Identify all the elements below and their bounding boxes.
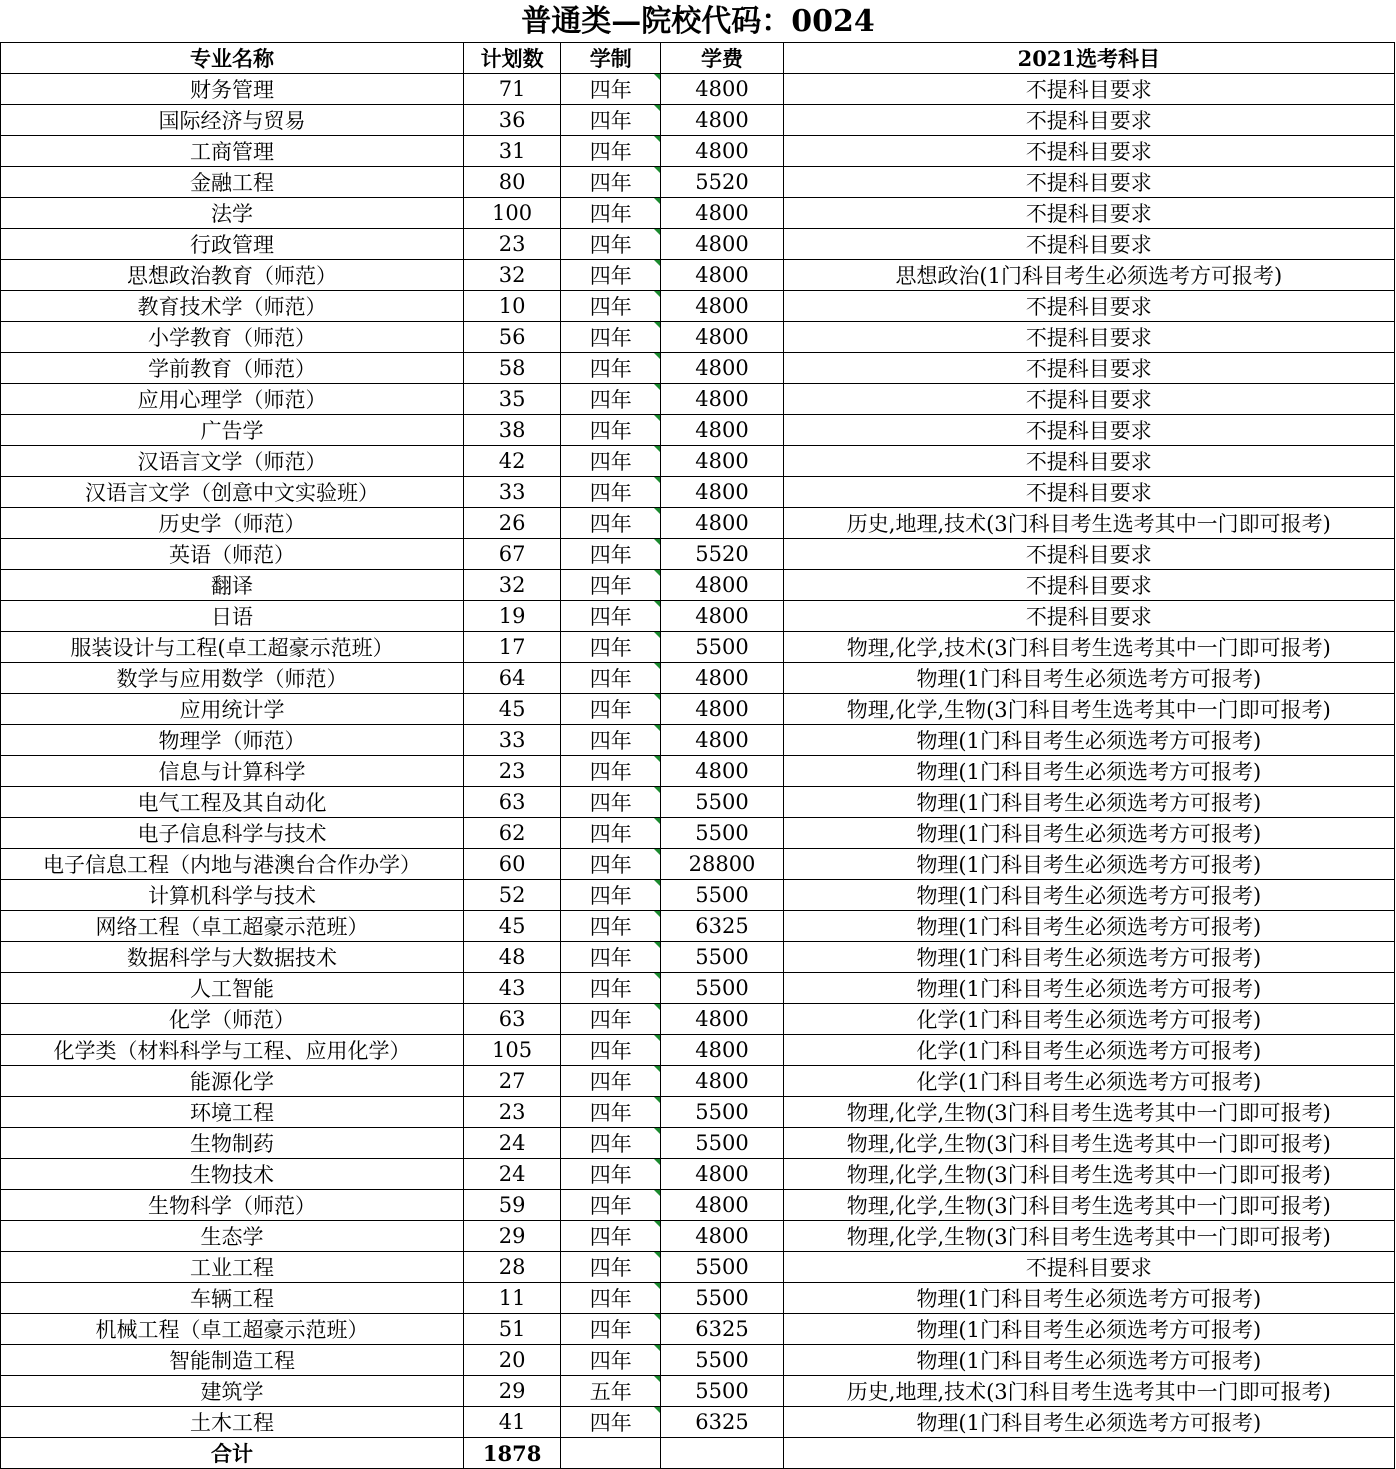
table-row xyxy=(1,1066,1395,1097)
cell-duration: 四年 xyxy=(561,1190,661,1221)
cell-tuition: 4800 xyxy=(661,260,783,291)
cell-plan-count: 42 xyxy=(463,446,560,477)
cell-plan-count: 48 xyxy=(463,942,560,973)
cell-duration: 四年 xyxy=(561,539,661,570)
cell-subject-requirement: 物理(1门科目考生必须选考方可报考) xyxy=(783,725,1394,756)
cell-plan-count: 23 xyxy=(463,1097,560,1128)
cell-major-name: 环境工程 xyxy=(1,1097,464,1128)
cell-tuition: 4800 xyxy=(661,1221,783,1252)
cell-major-name: 生物技术 xyxy=(1,1159,464,1190)
cell-major-name: 数据科学与大数据技术 xyxy=(1,942,464,973)
cell-plan-count: 27 xyxy=(463,1066,560,1097)
cell-subject-requirement: 不提科目要求 xyxy=(783,384,1394,415)
table-row xyxy=(1,198,1395,229)
cell-major-name: 人工智能 xyxy=(1,973,464,1004)
cell-plan-count: 23 xyxy=(463,229,560,260)
table-row xyxy=(1,756,1395,787)
table-row xyxy=(1,1190,1395,1221)
cell-subject-requirement: 不提科目要求 xyxy=(783,229,1394,260)
cell-major-name: 历史学（师范） xyxy=(1,508,464,539)
cell-major-name: 工业工程 xyxy=(1,1252,464,1283)
cell-tuition: 5500 xyxy=(661,818,783,849)
table-body xyxy=(1,74,1395,1438)
cell-plan-count: 36 xyxy=(463,105,560,136)
cell-tuition: 4800 xyxy=(661,756,783,787)
table-row xyxy=(1,1252,1395,1283)
cell-subject-requirement: 化学(1门科目考生必须选考方可报考) xyxy=(783,1066,1394,1097)
cell-duration: 四年 xyxy=(561,1097,661,1128)
cell-major-name: 土木工程 xyxy=(1,1407,464,1438)
cell-duration: 四年 xyxy=(561,167,661,198)
cell-plan-count: 29 xyxy=(463,1376,560,1407)
cell-plan-count: 56 xyxy=(463,322,560,353)
cell-duration: 四年 xyxy=(561,1128,661,1159)
cell-subject-requirement: 不提科目要求 xyxy=(783,353,1394,384)
cell-tuition: 5500 xyxy=(661,973,783,1004)
cell-plan-count: 60 xyxy=(463,849,560,880)
total-empty-cell xyxy=(783,1438,1394,1469)
cell-plan-count: 10 xyxy=(463,291,560,322)
table-row xyxy=(1,291,1395,322)
cell-duration: 四年 xyxy=(561,787,661,818)
cell-duration: 四年 xyxy=(561,508,661,539)
header-tuition: 学费 xyxy=(661,43,783,74)
cell-duration: 四年 xyxy=(561,446,661,477)
table-row xyxy=(1,1314,1395,1345)
cell-subject-requirement: 物理(1门科目考生必须选考方可报考) xyxy=(783,942,1394,973)
table-row xyxy=(1,508,1395,539)
cell-subject-requirement: 物理,化学,生物(3门科目考生选考其中一门即可报考) xyxy=(783,694,1394,725)
total-label: 合计 xyxy=(1,1438,464,1469)
cell-tuition: 4800 xyxy=(661,446,783,477)
cell-duration: 四年 xyxy=(561,1252,661,1283)
table-row xyxy=(1,942,1395,973)
cell-duration: 四年 xyxy=(561,601,661,632)
cell-plan-count: 19 xyxy=(463,601,560,632)
cell-subject-requirement: 不提科目要求 xyxy=(783,477,1394,508)
cell-duration: 四年 xyxy=(561,198,661,229)
cell-subject-requirement: 物理(1门科目考生必须选考方可报考) xyxy=(783,787,1394,818)
cell-subject-requirement: 物理(1门科目考生必须选考方可报考) xyxy=(783,973,1394,1004)
cell-duration: 四年 xyxy=(561,291,661,322)
table-row xyxy=(1,229,1395,260)
cell-tuition: 4800 xyxy=(661,1159,783,1190)
cell-tuition: 4800 xyxy=(661,601,783,632)
cell-plan-count: 41 xyxy=(463,1407,560,1438)
cell-tuition: 4800 xyxy=(661,415,783,446)
cell-major-name: 法学 xyxy=(1,198,464,229)
cell-tuition: 4800 xyxy=(661,105,783,136)
cell-subject-requirement: 历史,地理,技术(3门科目考生选考其中一门即可报考) xyxy=(783,1376,1394,1407)
cell-major-name: 行政管理 xyxy=(1,229,464,260)
cell-duration: 四年 xyxy=(561,74,661,105)
cell-subject-requirement: 不提科目要求 xyxy=(783,446,1394,477)
table-row xyxy=(1,911,1395,942)
cell-tuition: 5520 xyxy=(661,167,783,198)
cell-duration: 四年 xyxy=(561,1004,661,1035)
table-row xyxy=(1,260,1395,291)
cell-major-name: 翻译 xyxy=(1,570,464,601)
cell-tuition: 5500 xyxy=(661,942,783,973)
cell-tuition: 5500 xyxy=(661,1252,783,1283)
table-row xyxy=(1,725,1395,756)
table-row xyxy=(1,787,1395,818)
table-row xyxy=(1,322,1395,353)
total-empty-cell xyxy=(561,1438,661,1469)
cell-subject-requirement: 物理,化学,技术(3门科目考生选考其中一门即可报考) xyxy=(783,632,1394,663)
cell-subject-requirement: 不提科目要求 xyxy=(783,322,1394,353)
cell-tuition: 5500 xyxy=(661,1097,783,1128)
table-row xyxy=(1,570,1395,601)
cell-plan-count: 52 xyxy=(463,880,560,911)
cell-duration: 四年 xyxy=(561,384,661,415)
cell-duration: 四年 xyxy=(561,694,661,725)
cell-major-name: 日语 xyxy=(1,601,464,632)
cell-subject-requirement: 物理(1门科目考生必须选考方可报考) xyxy=(783,849,1394,880)
cell-major-name: 思想政治教育（师范） xyxy=(1,260,464,291)
cell-plan-count: 32 xyxy=(463,260,560,291)
total-empty-cell xyxy=(661,1438,783,1469)
cell-tuition: 5500 xyxy=(661,1283,783,1314)
cell-subject-requirement: 物理,化学,生物(3门科目考生选考其中一门即可报考) xyxy=(783,1097,1394,1128)
cell-plan-count: 32 xyxy=(463,570,560,601)
cell-major-name: 化学（师范） xyxy=(1,1004,464,1035)
cell-plan-count: 45 xyxy=(463,911,560,942)
table-row xyxy=(1,1004,1395,1035)
cell-major-name: 汉语言文学（创意中文实验班） xyxy=(1,477,464,508)
cell-duration: 四年 xyxy=(561,1221,661,1252)
cell-subject-requirement: 不提科目要求 xyxy=(783,539,1394,570)
cell-duration: 四年 xyxy=(561,136,661,167)
cell-duration: 四年 xyxy=(561,260,661,291)
cell-subject-requirement: 历史,地理,技术(3门科目考生选考其中一门即可报考) xyxy=(783,508,1394,539)
cell-duration: 四年 xyxy=(561,1407,661,1438)
cell-plan-count: 26 xyxy=(463,508,560,539)
cell-major-name: 应用统计学 xyxy=(1,694,464,725)
cell-tuition: 4800 xyxy=(661,353,783,384)
cell-subject-requirement: 物理(1门科目考生必须选考方可报考) xyxy=(783,1407,1394,1438)
cell-duration: 四年 xyxy=(561,911,661,942)
cell-subject-requirement: 不提科目要求 xyxy=(783,415,1394,446)
cell-duration: 五年 xyxy=(561,1376,661,1407)
cell-tuition: 4800 xyxy=(661,477,783,508)
table-row xyxy=(1,880,1395,911)
cell-major-name: 生物科学（师范） xyxy=(1,1190,464,1221)
cell-duration: 四年 xyxy=(561,415,661,446)
cell-tuition: 5500 xyxy=(661,1128,783,1159)
cell-major-name: 智能制造工程 xyxy=(1,1345,464,1376)
cell-tuition: 6325 xyxy=(661,1314,783,1345)
table-row xyxy=(1,353,1395,384)
table-row xyxy=(1,1159,1395,1190)
cell-plan-count: 51 xyxy=(463,1314,560,1345)
cell-major-name: 国际经济与贸易 xyxy=(1,105,464,136)
total-row xyxy=(1,1438,1395,1469)
cell-tuition: 4800 xyxy=(661,198,783,229)
cell-duration: 四年 xyxy=(561,880,661,911)
cell-plan-count: 31 xyxy=(463,136,560,167)
cell-major-name: 能源化学 xyxy=(1,1066,464,1097)
cell-major-name: 金融工程 xyxy=(1,167,464,198)
cell-major-name: 应用心理学（师范） xyxy=(1,384,464,415)
cell-duration: 四年 xyxy=(561,1159,661,1190)
cell-major-name: 财务管理 xyxy=(1,74,464,105)
cell-plan-count: 100 xyxy=(463,198,560,229)
header-plan-count: 计划数 xyxy=(463,43,560,74)
cell-major-name: 化学类（材料科学与工程、应用化学） xyxy=(1,1035,464,1066)
table-row xyxy=(1,1221,1395,1252)
cell-tuition: 4800 xyxy=(661,663,783,694)
table-row xyxy=(1,74,1395,105)
cell-duration: 四年 xyxy=(561,1283,661,1314)
cell-plan-count: 24 xyxy=(463,1128,560,1159)
cell-major-name: 广告学 xyxy=(1,415,464,446)
cell-plan-count: 58 xyxy=(463,353,560,384)
cell-duration: 四年 xyxy=(561,663,661,694)
table-row xyxy=(1,539,1395,570)
table-row xyxy=(1,136,1395,167)
cell-tuition: 5500 xyxy=(661,787,783,818)
cell-subject-requirement: 物理(1门科目考生必须选考方可报考) xyxy=(783,880,1394,911)
cell-plan-count: 43 xyxy=(463,973,560,1004)
cell-tuition: 4800 xyxy=(661,725,783,756)
cell-subject-requirement: 不提科目要求 xyxy=(783,1252,1394,1283)
header-duration: 学制 xyxy=(561,43,661,74)
cell-major-name: 英语（师范） xyxy=(1,539,464,570)
cell-tuition: 4800 xyxy=(661,74,783,105)
table-row xyxy=(1,1097,1395,1128)
cell-major-name: 电子信息工程（内地与港澳台合作办学） xyxy=(1,849,464,880)
cell-plan-count: 64 xyxy=(463,663,560,694)
table-row xyxy=(1,167,1395,198)
header-row xyxy=(1,43,1395,74)
cell-plan-count: 17 xyxy=(463,632,560,663)
cell-major-name: 建筑学 xyxy=(1,1376,464,1407)
cell-duration: 四年 xyxy=(561,477,661,508)
cell-duration: 四年 xyxy=(561,849,661,880)
cell-plan-count: 28 xyxy=(463,1252,560,1283)
cell-duration: 四年 xyxy=(561,973,661,1004)
cell-major-name: 小学教育（师范） xyxy=(1,322,464,353)
cell-tuition: 28800 xyxy=(661,849,783,880)
cell-duration: 四年 xyxy=(561,725,661,756)
cell-tuition: 4800 xyxy=(661,136,783,167)
cell-tuition: 4800 xyxy=(661,1066,783,1097)
cell-plan-count: 67 xyxy=(463,539,560,570)
cell-subject-requirement: 不提科目要求 xyxy=(783,198,1394,229)
table-row xyxy=(1,849,1395,880)
cell-subject-requirement: 物理(1门科目考生必须选考方可报考) xyxy=(783,1345,1394,1376)
total-plan: 1878 xyxy=(463,1438,560,1469)
cell-major-name: 电气工程及其自动化 xyxy=(1,787,464,818)
cell-duration: 四年 xyxy=(561,1066,661,1097)
cell-subject-requirement: 不提科目要求 xyxy=(783,74,1394,105)
cell-subject-requirement: 不提科目要求 xyxy=(783,601,1394,632)
cell-major-name: 生物制药 xyxy=(1,1128,464,1159)
cell-subject-requirement: 物理(1门科目考生必须选考方可报考) xyxy=(783,818,1394,849)
cell-duration: 四年 xyxy=(561,756,661,787)
table-row xyxy=(1,1283,1395,1314)
cell-plan-count: 71 xyxy=(463,74,560,105)
cell-duration: 四年 xyxy=(561,353,661,384)
table-row xyxy=(1,663,1395,694)
table-row xyxy=(1,1128,1395,1159)
cell-subject-requirement: 不提科目要求 xyxy=(783,291,1394,322)
table-row xyxy=(1,477,1395,508)
cell-major-name: 服装设计与工程(卓工超豪示范班） xyxy=(1,632,464,663)
cell-major-name: 学前教育（师范） xyxy=(1,353,464,384)
cell-subject-requirement: 不提科目要求 xyxy=(783,167,1394,198)
table-row xyxy=(1,384,1395,415)
cell-subject-requirement: 思想政治(1门科目考生必须选考方可报考) xyxy=(783,260,1394,291)
cell-duration: 四年 xyxy=(561,229,661,260)
cell-subject-requirement: 物理,化学,生物(3门科目考生选考其中一门即可报考) xyxy=(783,1159,1394,1190)
cell-plan-count: 80 xyxy=(463,167,560,198)
cell-duration: 四年 xyxy=(561,1345,661,1376)
cell-subject-requirement: 化学(1门科目考生必须选考方可报考) xyxy=(783,1035,1394,1066)
table-row xyxy=(1,1345,1395,1376)
cell-plan-count: 33 xyxy=(463,725,560,756)
table-row xyxy=(1,818,1395,849)
cell-duration: 四年 xyxy=(561,942,661,973)
cell-plan-count: 23 xyxy=(463,756,560,787)
cell-duration: 四年 xyxy=(561,1035,661,1066)
cell-subject-requirement: 物理(1门科目考生必须选考方可报考) xyxy=(783,1283,1394,1314)
cell-tuition: 4800 xyxy=(661,694,783,725)
cell-major-name: 教育技术学（师范） xyxy=(1,291,464,322)
cell-subject-requirement: 物理,化学,生物(3门科目考生选考其中一门即可报考) xyxy=(783,1221,1394,1252)
cell-tuition: 4800 xyxy=(661,229,783,260)
table-row xyxy=(1,1376,1395,1407)
cell-major-name: 汉语言文学（师范） xyxy=(1,446,464,477)
cell-major-name: 数学与应用数学（师范） xyxy=(1,663,464,694)
table-row xyxy=(1,105,1395,136)
table-row xyxy=(1,632,1395,663)
cell-major-name: 网络工程（卓工超豪示范班） xyxy=(1,911,464,942)
cell-plan-count: 62 xyxy=(463,818,560,849)
cell-major-name: 生态学 xyxy=(1,1221,464,1252)
cell-major-name: 电子信息科学与技术 xyxy=(1,818,464,849)
cell-tuition: 5500 xyxy=(661,880,783,911)
cell-major-name: 计算机科学与技术 xyxy=(1,880,464,911)
cell-tuition: 4800 xyxy=(661,1035,783,1066)
cell-tuition: 4800 xyxy=(661,570,783,601)
cell-tuition: 5520 xyxy=(661,539,783,570)
cell-major-name: 物理学（师范） xyxy=(1,725,464,756)
table-row xyxy=(1,446,1395,477)
cell-duration: 四年 xyxy=(561,570,661,601)
table-row xyxy=(1,1035,1395,1066)
header-major-name: 专业名称 xyxy=(1,43,464,74)
cell-tuition: 4800 xyxy=(661,1004,783,1035)
table-row xyxy=(1,601,1395,632)
cell-plan-count: 38 xyxy=(463,415,560,446)
cell-duration: 四年 xyxy=(561,105,661,136)
cell-plan-count: 59 xyxy=(463,1190,560,1221)
cell-subject-requirement: 不提科目要求 xyxy=(783,570,1394,601)
cell-plan-count: 63 xyxy=(463,1004,560,1035)
table-row xyxy=(1,1407,1395,1438)
page-title: 普通类—院校代码：0024 xyxy=(521,4,875,39)
cell-plan-count: 63 xyxy=(463,787,560,818)
cell-tuition: 6325 xyxy=(661,911,783,942)
cell-subject-requirement: 物理,化学,生物(3门科目考生选考其中一门即可报考) xyxy=(783,1190,1394,1221)
cell-subject-requirement: 物理(1门科目考生必须选考方可报考) xyxy=(783,756,1394,787)
cell-plan-count: 24 xyxy=(463,1159,560,1190)
cell-subject-requirement: 不提科目要求 xyxy=(783,136,1394,167)
cell-subject-requirement: 物理(1门科目考生必须选考方可报考) xyxy=(783,911,1394,942)
cell-duration: 四年 xyxy=(561,1314,661,1345)
cell-tuition: 4800 xyxy=(661,1190,783,1221)
cell-tuition: 5500 xyxy=(661,632,783,663)
cell-tuition: 4800 xyxy=(661,508,783,539)
cell-plan-count: 11 xyxy=(463,1283,560,1314)
table-row xyxy=(1,415,1395,446)
cell-subject-requirement: 物理(1门科目考生必须选考方可报考) xyxy=(783,663,1394,694)
cell-plan-count: 105 xyxy=(463,1035,560,1066)
cell-duration: 四年 xyxy=(561,818,661,849)
table-row xyxy=(1,694,1395,725)
cell-subject-requirement: 物理(1门科目考生必须选考方可报考) xyxy=(783,1314,1394,1345)
cell-plan-count: 33 xyxy=(463,477,560,508)
cell-plan-count: 35 xyxy=(463,384,560,415)
enrollment-table xyxy=(0,42,1395,1469)
cell-subject-requirement: 物理,化学,生物(3门科目考生选考其中一门即可报考) xyxy=(783,1128,1394,1159)
cell-major-name: 车辆工程 xyxy=(1,1283,464,1314)
cell-major-name: 工商管理 xyxy=(1,136,464,167)
cell-major-name: 机械工程（卓工超豪示范班） xyxy=(1,1314,464,1345)
cell-subject-requirement: 化学(1门科目考生必须选考方可报考) xyxy=(783,1004,1394,1035)
header-subject-requirement: 2021选考科目 xyxy=(783,43,1394,74)
cell-tuition: 4800 xyxy=(661,322,783,353)
cell-tuition: 5500 xyxy=(661,1376,783,1407)
cell-plan-count: 20 xyxy=(463,1345,560,1376)
cell-plan-count: 29 xyxy=(463,1221,560,1252)
cell-plan-count: 45 xyxy=(463,694,560,725)
cell-duration: 四年 xyxy=(561,632,661,663)
cell-tuition: 4800 xyxy=(661,291,783,322)
cell-major-name: 信息与计算科学 xyxy=(1,756,464,787)
cell-tuition: 5500 xyxy=(661,1345,783,1376)
cell-duration: 四年 xyxy=(561,322,661,353)
cell-tuition: 6325 xyxy=(661,1407,783,1438)
cell-tuition: 4800 xyxy=(661,384,783,415)
cell-subject-requirement: 不提科目要求 xyxy=(783,105,1394,136)
table-row xyxy=(1,973,1395,1004)
